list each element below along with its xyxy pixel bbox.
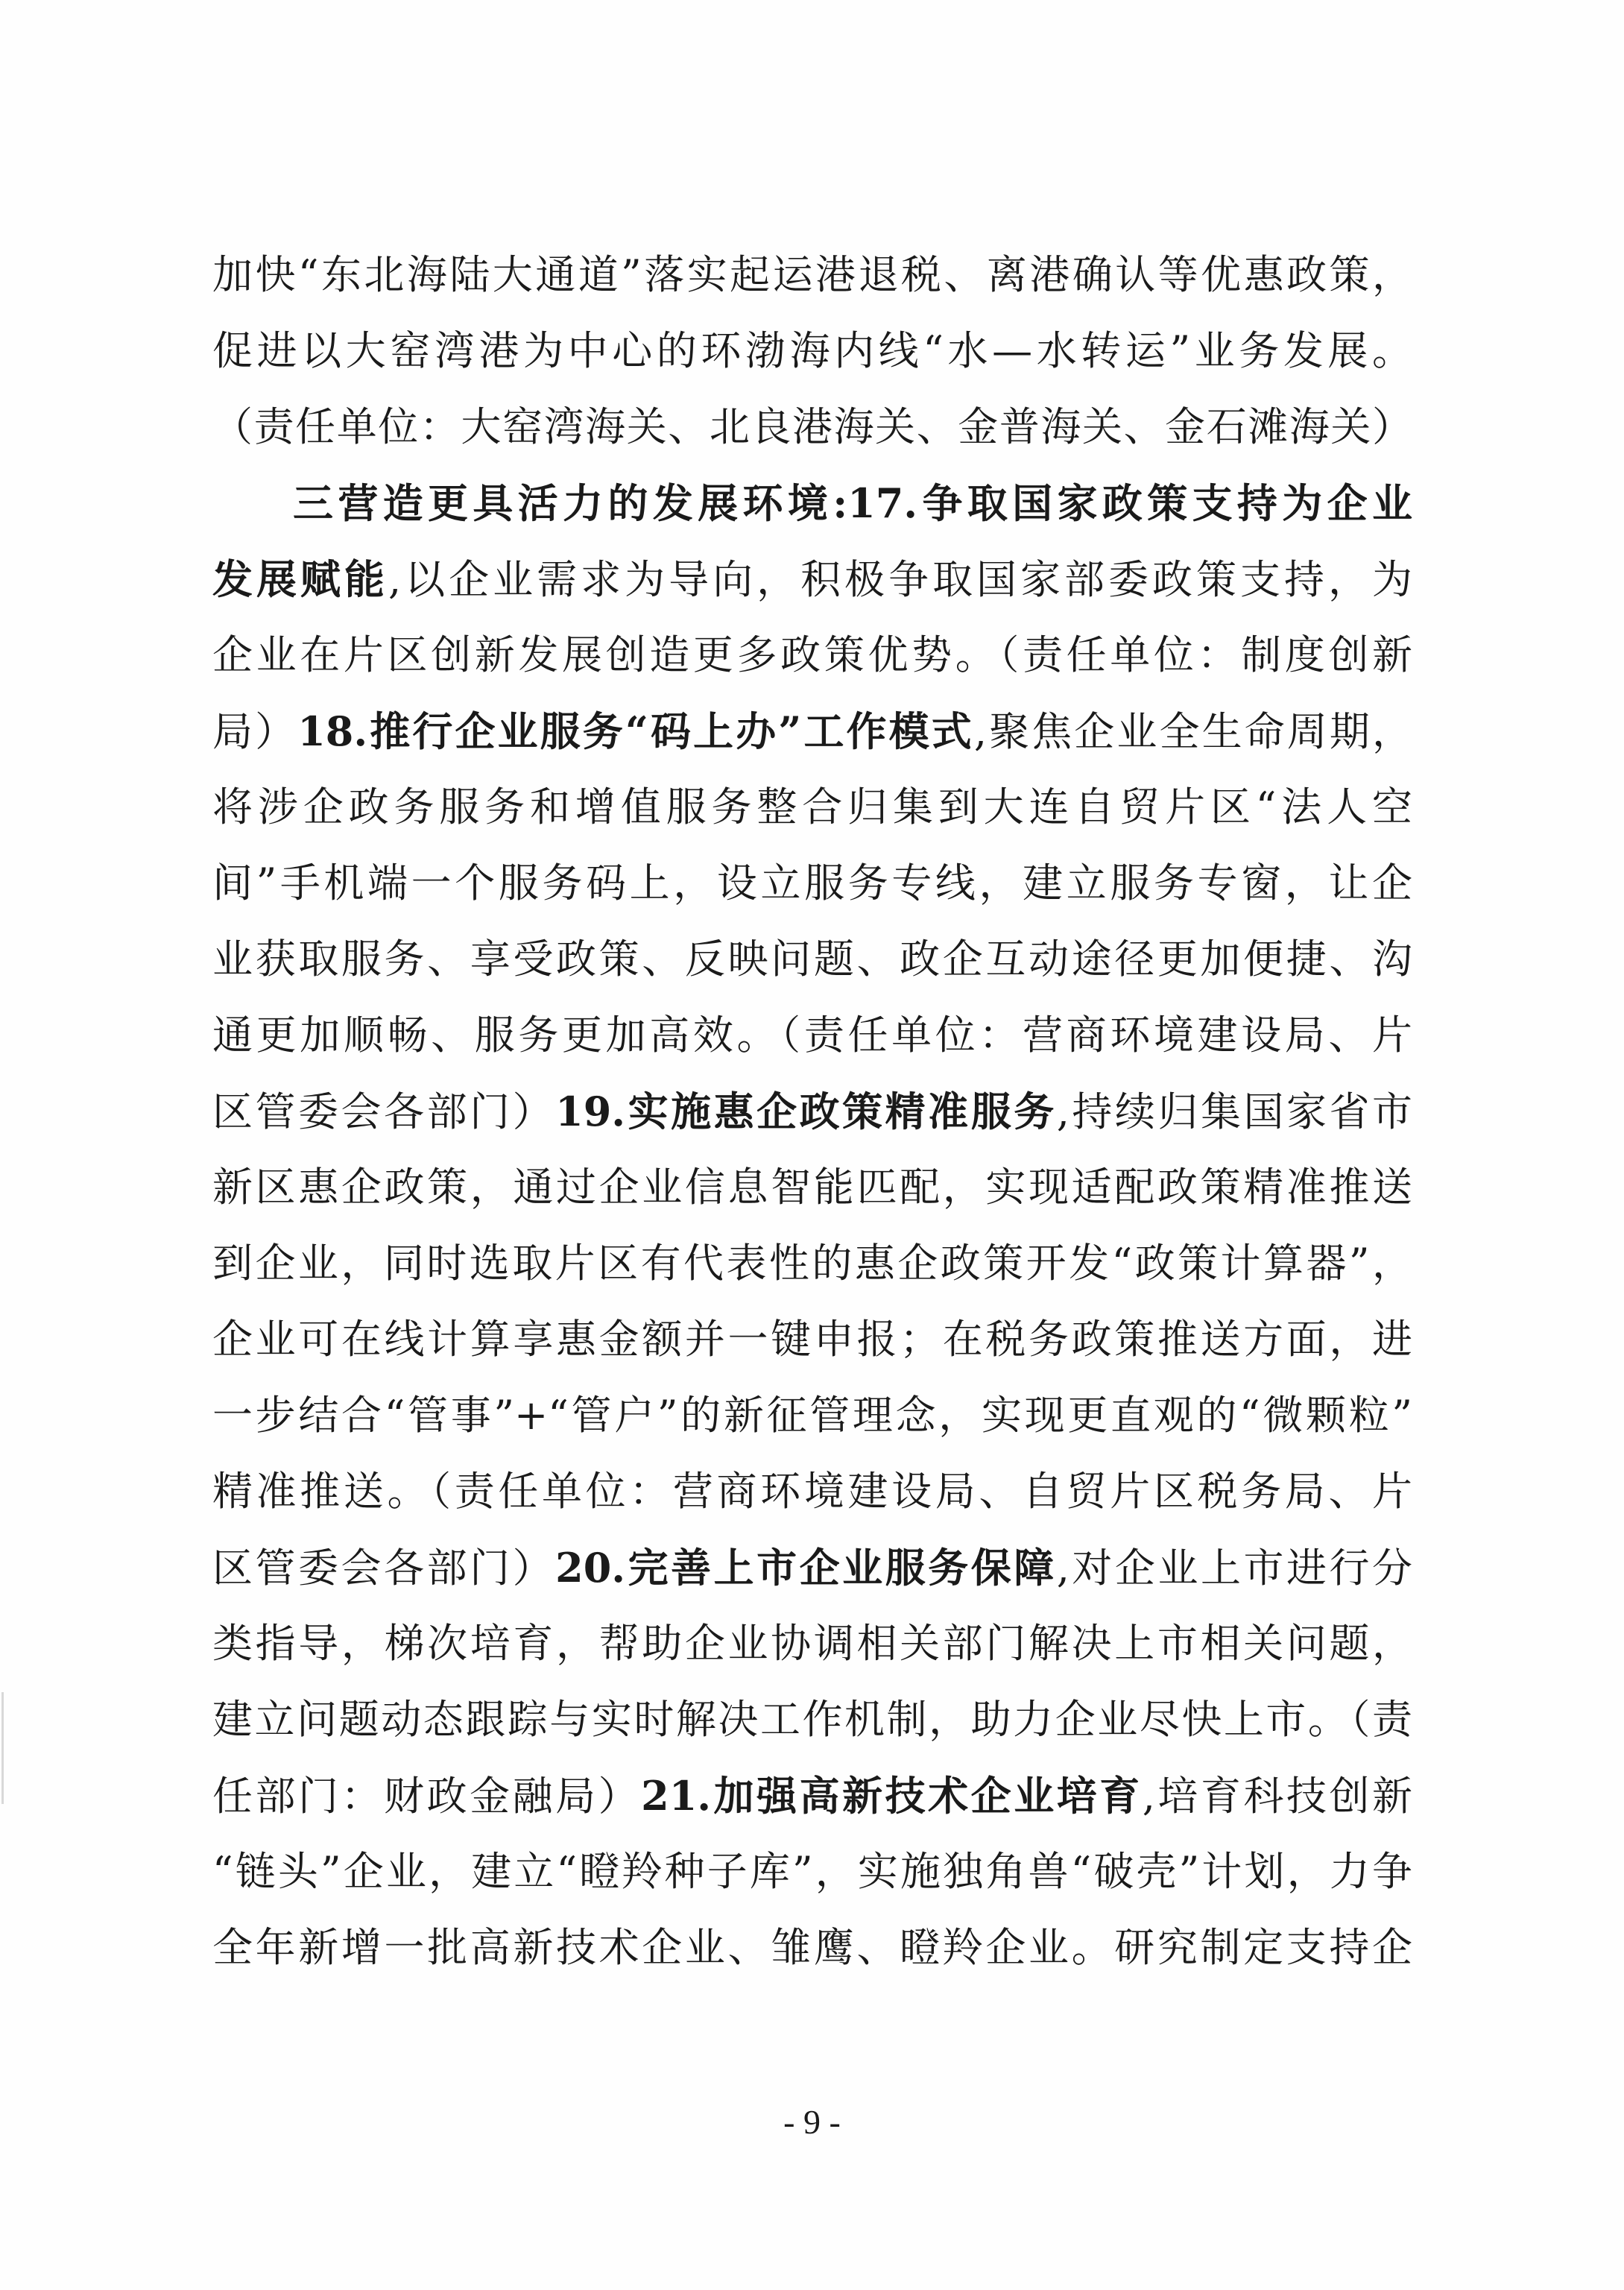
text-run: 区管委会各部门） — [212, 1545, 556, 1592]
text-run: “链头”企业，建立“瞪羚种子库”，实施独角兽“破壳”计划，力争 — [212, 1848, 1412, 1895]
text-line — [212, 1834, 1412, 1910]
text-run: 建立问题动态跟踪与实时解决工作机制，助力企业尽快上市。（责 — [212, 1696, 1412, 1743]
text-line — [212, 921, 1412, 997]
text-run: 一步结合“管事”+“管户”的新征管理念，实现更直观的“微颗粒” — [212, 1392, 1412, 1439]
text-run: ,聚焦企业全生命周期， — [973, 708, 1412, 755]
text-line — [212, 693, 1412, 769]
text-run: 精准推送。（责任单位：营商环境建设局、自贸片区税务局、片 — [212, 1468, 1412, 1515]
text-line — [212, 1302, 1412, 1378]
text-run: 企业可在线计算享惠金额并一键申报；在税务政策推送方面，进 — [212, 1316, 1412, 1363]
bold-heading-run: 发展赋能 — [212, 555, 388, 603]
bold-heading-run: 19.实施惠企政策精准服务 — [555, 1088, 1057, 1135]
text-line — [212, 845, 1412, 921]
page-number: - 9 - — [783, 2103, 841, 2141]
text-line — [212, 313, 1412, 389]
scan-edge-mark — [1, 1692, 4, 1804]
text-run: （责任单位：大窑湾海关、北良港海关、金普海关、金石滩海关） — [212, 403, 1412, 450]
text-run: 促进以大窑湾港为中心的环渤海内线“水—水转运”业务发展。 — [212, 327, 1412, 374]
text-run: 将涉企政务服务和增值服务整合归集到大连自贸片区“法人空 — [212, 783, 1412, 830]
bold-heading-run: 三营造更具活力的发展环境:17.争取国家政策支持为企业 — [293, 479, 1412, 527]
text-line — [212, 1073, 1412, 1149]
text-line — [212, 1682, 1412, 1758]
body-text — [212, 237, 1412, 1986]
text-run: 类指导，梯次培育，帮助企业协调相关部门解决上市相关问题， — [212, 1620, 1412, 1667]
text-line — [212, 617, 1412, 693]
text-run: 间”手机端一个服务码上，设立服务专线，建立服务专窗，让企 — [212, 859, 1412, 906]
text-line — [212, 237, 1412, 313]
text-run: 局） — [212, 708, 298, 755]
text-run: ,培育科技创新 — [1142, 1773, 1412, 1820]
text-line — [212, 1454, 1412, 1530]
text-line — [212, 1758, 1412, 1834]
text-run: 新区惠企政策，通过企业信息智能匹配，实现适配政策精准推送 — [212, 1164, 1412, 1211]
text-run: 到企业，同时选取片区有代表性的惠企政策开发“政策计算器”， — [212, 1240, 1412, 1287]
text-line — [212, 1530, 1412, 1606]
text-line — [212, 541, 1412, 617]
text-line — [212, 1606, 1412, 1682]
text-line — [212, 1378, 1412, 1454]
text-line — [212, 1226, 1412, 1302]
bold-heading-run: 21.加强高新技术企业培育 — [641, 1772, 1143, 1820]
text-run: ,对企业上市进行分 — [1056, 1545, 1412, 1592]
text-run: 通更加顺畅、服务更加高效。（责任单位：营商环境建设局、片 — [212, 1012, 1412, 1059]
text-run: 加快“东北海陆大通道”落实起运港退税、离港确认等优惠政策， — [212, 251, 1412, 298]
text-run: 全年新增一批高新技术企业、雏鹰、瞪羚企业。研究制定支持企 — [212, 1924, 1412, 1971]
bold-heading-run: 18.推行企业服务“码上办”工作模式 — [297, 707, 974, 755]
text-run: 区管委会各部门） — [212, 1088, 556, 1135]
text-line — [212, 997, 1412, 1073]
text-line — [212, 769, 1412, 845]
text-line — [212, 1910, 1412, 1986]
text-line — [212, 465, 1412, 541]
text-run: 企业在片区创新发展创造更多政策优势。（责任单位：制度创新 — [212, 631, 1412, 678]
text-line — [212, 389, 1412, 465]
text-run: 任部门：财政金融局） — [212, 1773, 642, 1820]
text-run: ,以企业需求为导向，积极争取国家部委政策支持，为 — [388, 556, 1412, 603]
text-run: 业获取服务、享受政策、反映问题、政企互动途径更加便捷、沟 — [212, 936, 1412, 982]
bold-heading-run: 20.完善上市企业服务保障 — [555, 1544, 1057, 1592]
text-run: ,持续归集国家省市 — [1056, 1088, 1412, 1135]
text-line — [212, 1149, 1412, 1226]
